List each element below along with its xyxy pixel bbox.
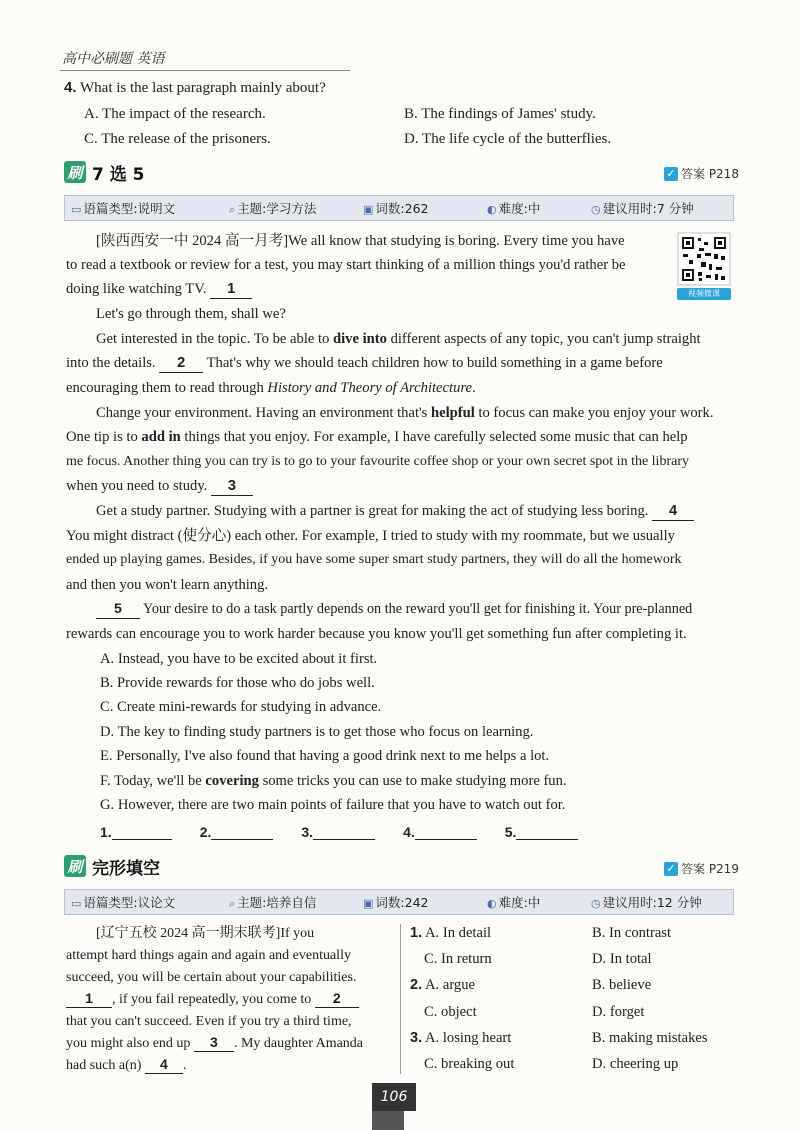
text-type: ▭ 语篇类型:议论文: [71, 895, 176, 910]
cloze-line-5: that you can't succeed. Even if you try a third time,: [66, 1014, 352, 1029]
cloze-q3-c: C. breaking out: [424, 1056, 515, 1072]
blank-2[interactable]: 2: [159, 354, 203, 373]
cloze-line-7: had such a(n) 4 .: [66, 1056, 187, 1073]
blank-3[interactable]: 3: [211, 477, 253, 496]
para-2: Let's go through them, shall we?: [96, 306, 286, 322]
para-3-line-1: Get interested in the topic. To be able to dive into different aspects of any topic, you can't jump straight: [96, 331, 701, 347]
search-icon: ⌕: [229, 897, 236, 910]
doc-icon: ▭: [71, 897, 82, 910]
page-number: 106: [372, 1083, 416, 1111]
cloze-q1-a: 1. A. In detail: [410, 925, 492, 941]
qr-image: [677, 232, 731, 286]
para-1-line-2: to read a textbook or review for a test, you may start thinking of a million things you'd rather be: [66, 257, 626, 273]
cloze-line-2: attempt hard things again and again and eventually: [66, 948, 351, 963]
para-3-line-3: encouraging them to read through History and Theory of Architecture.: [66, 380, 476, 396]
answer-slot-3[interactable]: [313, 824, 375, 840]
option-e: E. Personally, I've also found that having a good drink next to me helps a lot.: [100, 748, 550, 764]
cloze-blank-3[interactable]: 3: [194, 1033, 234, 1052]
gauge-icon: ◐: [487, 897, 497, 910]
answer-slot-1[interactable]: [112, 824, 172, 840]
book-icon: ▣: [363, 897, 374, 910]
info-bar: [64, 195, 734, 221]
cloze-q2-b: B. believe: [592, 977, 652, 993]
column-divider: [400, 924, 401, 1074]
section-title-text: 7 选 5: [92, 164, 145, 185]
check-icon: ✓: [664, 862, 678, 876]
answer-ref[interactable]: [664, 860, 739, 877]
cloze-blank-1[interactable]: 1: [66, 989, 112, 1008]
clock-icon: ◷: [591, 897, 601, 910]
para-1-line-3: doing like watching TV. 1: [66, 277, 252, 302]
cloze-q1-b: B. In contrast: [592, 925, 672, 941]
search-icon: ⌕: [229, 203, 236, 216]
answer-ref[interactable]: [664, 165, 739, 182]
info-bar: [64, 889, 734, 915]
para-6-line-1: 5 Your desire to do a task partly depends on the reward you'll get for finishing it. Your pre-planned: [96, 597, 734, 622]
text-type: ▭ 语篇类型:说明文: [71, 201, 176, 216]
cloze-q2-a: 2. A. argue: [410, 977, 475, 993]
para-4-line-1: Change your environment. Having an environment that's helpful to focus can make you enjoy your work.: [96, 405, 714, 421]
word-count: ▣ 词数:262: [363, 201, 429, 216]
cloze-line-6: you might also end up 3 . My daughter Amanda: [66, 1034, 364, 1051]
difficulty: ◐ 难度:中: [487, 895, 541, 910]
option-a: A. Instead, you have to be excited about it first.: [100, 651, 378, 667]
qr-label: 视频微课: [677, 288, 731, 300]
page-tab-strip: [372, 1111, 404, 1130]
para-6-line-2: rewards can encourage you to work harder because you know you'll get something fun after completing it.: [66, 626, 687, 642]
option-d: D. The key to finding study partners is to get those who focus on learning.: [100, 724, 534, 740]
doc-icon: ▭: [71, 203, 82, 216]
running-header: 高中必刷题 英语: [62, 51, 165, 67]
para-4-line-3: me focus. Another thing you can try is to go to your favourite coffee shop or your own secret spot in the library: [66, 454, 689, 469]
difficulty: ◐ 难度:中: [487, 201, 541, 216]
word-count: ▣ 词数:242: [363, 895, 429, 910]
section-title-cloze: [64, 853, 160, 879]
option-d: D. The life cycle of the butterflies.: [404, 131, 612, 147]
para-5-line-4: and then you won't learn anything.: [66, 577, 269, 593]
gauge-icon: ◐: [487, 203, 497, 216]
para-3-line-2: into the details. 2 That's why we should teach children how to build something in a game before: [66, 355, 663, 371]
para-1-line-1: [陕西西安一中 2024 高一月考]We all know that studying is boring. Every time you have: [96, 233, 625, 249]
cloze-q2-c: C. object: [424, 1004, 477, 1020]
topic: ⌕ 主题:学习方法: [229, 201, 317, 216]
clock-icon: ◷: [591, 203, 601, 216]
question-4-stem: [64, 78, 326, 98]
answer-slot-4[interactable]: [415, 824, 477, 840]
cloze-blank-2[interactable]: 2: [315, 989, 359, 1008]
answer-ref-text: 答案 P218: [681, 167, 739, 181]
answer-slot-2[interactable]: [211, 824, 273, 840]
cloze-q2-d: D. forget: [592, 1004, 645, 1020]
book-icon: ▣: [363, 203, 374, 216]
cloze-line-3: succeed, you will be certain about your capabilities.: [66, 970, 357, 985]
section-mark-icon: 刷: [64, 161, 86, 183]
qr-code[interactable]: [677, 232, 731, 298]
para-5-line-1: Get a study partner. Studying with a partner is great for making the act of studying less boring. 4: [96, 499, 734, 524]
para-5-line-2: You might distract (使分心) each other. For example, I tried to study with my roommate, but we usually: [66, 528, 675, 544]
header-rule: [60, 70, 350, 71]
section-mark-icon: 刷: [64, 855, 86, 877]
para-4-line-2: One tip is to add in things that you enjoy. For example, I have carefully selected some music that can help: [66, 429, 688, 445]
section-title-text: 完形填空: [92, 858, 160, 879]
cloze-blank-4[interactable]: 4: [145, 1055, 183, 1074]
option-g: G. However, there are two main points of failure that you have to watch out for.: [100, 797, 566, 813]
question-text: What is the last paragraph mainly about?: [80, 80, 326, 96]
para-4-line-4: when you need to study. 3: [66, 474, 253, 499]
answer-slots: 1. 2. 3. 4. 5.: [100, 824, 578, 840]
cloze-q3-d: D. cheering up: [592, 1056, 679, 1072]
cloze-q3-b: B. making mistakes: [592, 1030, 708, 1046]
suggested-time: ◷ 建议用时:7 分钟: [591, 201, 694, 216]
section-title-7-choose-5: [64, 159, 145, 185]
answer-slot-5[interactable]: [516, 824, 578, 840]
topic: ⌕ 主题:培养自信: [229, 895, 317, 910]
para-5-line-3: ended up playing games. Besides, if you have some super smart study partners, they will do all the homework: [66, 552, 682, 567]
blank-4[interactable]: 4: [652, 502, 694, 521]
cloze-line-1: [辽宁五校 2024 高一期末联考]If you: [96, 926, 315, 941]
blank-5[interactable]: 5: [96, 600, 140, 619]
cloze-q3-a: 3. A. losing heart: [410, 1030, 512, 1046]
option-b: B. Provide rewards for those who do jobs well.: [100, 675, 375, 691]
option-a: A. The impact of the research.: [84, 106, 266, 122]
cloze-line-4: 1 , if you fail repeatedly, you come to 2: [66, 988, 388, 1013]
cloze-q1-c: C. In return: [424, 951, 492, 967]
option-c: C. The release of the prisoners.: [84, 131, 271, 147]
cloze-q1-d: D. In total: [592, 951, 652, 967]
check-icon: ✓: [664, 167, 678, 181]
blank-1[interactable]: 1: [210, 280, 252, 299]
question-number: 4.: [64, 79, 77, 96]
answer-ref-text: 答案 P219: [681, 862, 739, 876]
option-c: C. Create mini-rewards for studying in advance.: [100, 699, 382, 715]
suggested-time: ◷ 建议用时:12 分钟: [591, 895, 702, 910]
option-b: B. The findings of James' study.: [404, 106, 596, 122]
option-f: F. Today, we'll be covering some tricks you can use to make studying more fun.: [100, 773, 567, 789]
